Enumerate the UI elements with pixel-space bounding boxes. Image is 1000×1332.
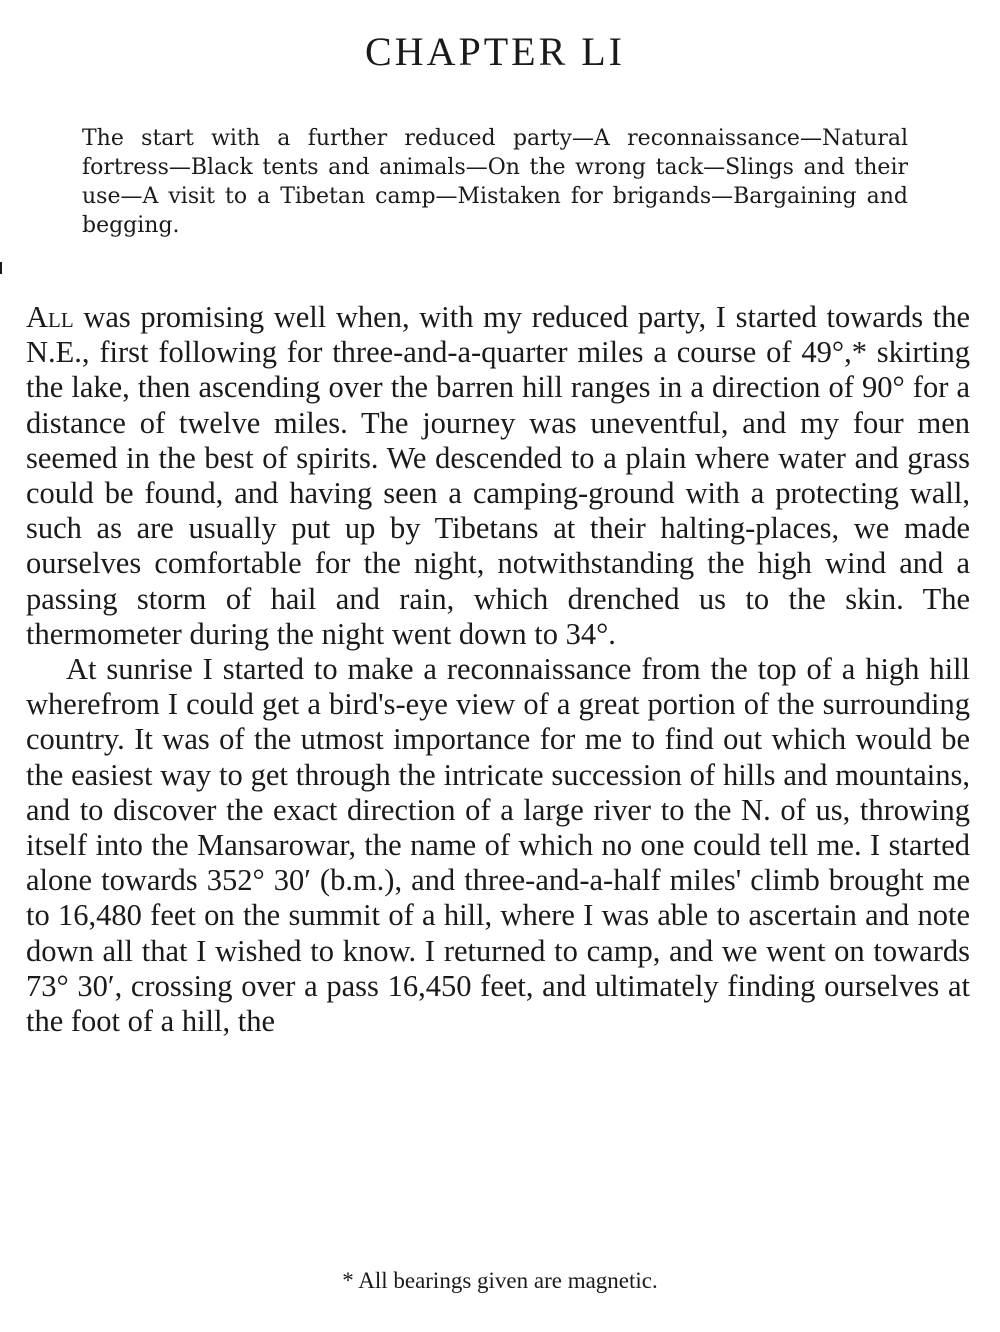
footnote: * All bearings given are magnetic. bbox=[342, 1268, 658, 1293]
paragraph-2: At sunrise I started to make a reconnaissance from the top of a high hill wherefrom I could get a bird's-eye view of a great portion of the surrounding country. It was of the utmost importance for me to find out which would be the easiest way to get through the intricate succession of hills and mountains, and to discover the exact direction of a large river to the N. of us, throwing itself into the Mansarowar, the name of which no one could tell me. I started alone towards 352° 30′ (b.m.), and three-and-a-half miles' climb brought me to 16,480 feet on the summit of a hill, where I was able to ascertain and note down all that I wished to know. I returned to camp, and we went on towards 73° 30′, crossing over a pass 16,450 feet, and ultimately finding ourselves at the foot of a hill, the bbox=[26, 652, 970, 1039]
paragraph-1-text: was promising well when, with my reduced party, I started towards the N.E., first following for three-and-a-quarter miles a course of 49°,* skirting the lake, then ascending over the barren hill ranges in a direction of 90° for a distance of twelve miles. The journey was uneventful, and my four men seemed in the best of spirits. We descended to a plain where water and grass could be found, and having seen a camping-ground with a protecting wall, such as are usually put up by Tibetans at their halting-places, we made ourselves comfortable for the night, notwithstanding the high wind and a passing storm of hail and rain, which drenched us to the skin. The thermometer during the night went down to 34°. bbox=[26, 300, 970, 651]
body-text bbox=[26, 300, 970, 1039]
paragraph-lead-word: All bbox=[26, 300, 74, 334]
paragraph-1 bbox=[26, 300, 970, 652]
chapter-title: CHAPTER LI bbox=[365, 29, 625, 74]
margin-mark bbox=[0, 262, 2, 274]
chapter-synopsis: The start with a further reduced party—A reconnaissance—Natural fortress—Black tents and animals—On the wrong tack—Slings and their use—A visit to a Tibetan camp—Mistaken for brigands—Bargaining and begging. bbox=[82, 126, 908, 238]
